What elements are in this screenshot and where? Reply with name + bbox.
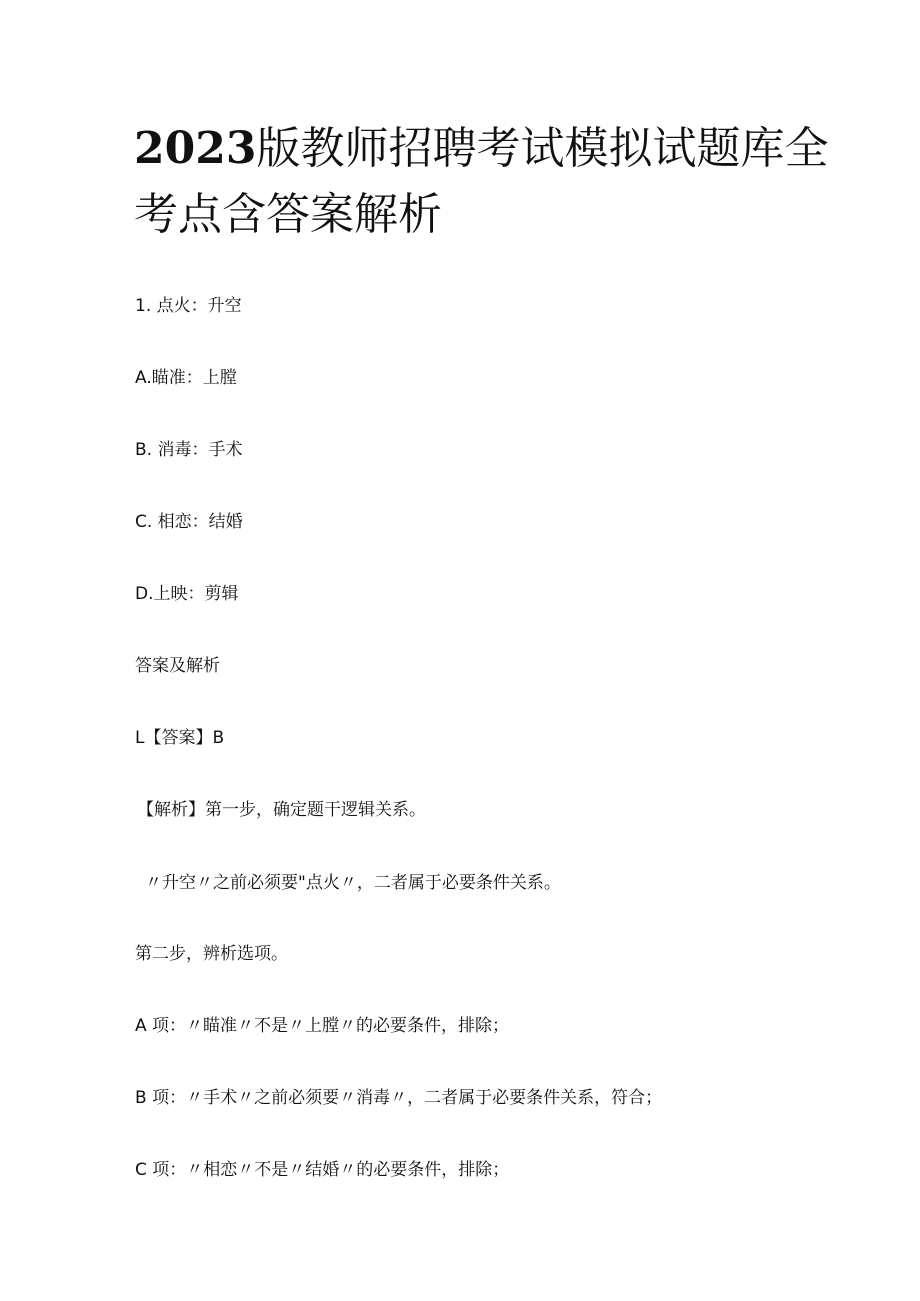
option-a: A.瞄准：上膛 bbox=[135, 368, 237, 388]
analysis-option-c: C 项：〃相恋〃不是〃结婚〃的必要条件，排除； bbox=[135, 1160, 510, 1180]
analysis-step-1: 【解析】第一步，确定题干逻辑关系。 bbox=[137, 800, 426, 820]
title-line-2: 考点含答案解析 bbox=[134, 189, 442, 240]
analysis-relation: 〃升空〃之前必须要"点火〃，二者属于必要条件关系。 bbox=[145, 873, 561, 893]
analysis-option-b: B 项：〃手术〃之前必须要〃消毒〃，二者属于必要条件关系，符合； bbox=[135, 1088, 663, 1108]
title-line-1-text: 版教师招聘考试模拟试题库全 bbox=[256, 123, 829, 174]
answer-line: L【答案】B bbox=[135, 728, 225, 748]
option-d: D.上映：剪辑 bbox=[135, 584, 239, 604]
option-b: B. 消毒：手术 bbox=[135, 440, 243, 460]
title-year: 2023 bbox=[134, 123, 257, 174]
analysis-step-2: 第二步，辨析选项。 bbox=[135, 944, 288, 964]
analysis-option-a: A 项：〃瞄准〃不是〃上膛〃的必要条件，排除； bbox=[135, 1016, 510, 1036]
document-title bbox=[134, 116, 829, 248]
option-c: C. 相恋：结婚 bbox=[135, 512, 243, 532]
answer-heading: 答案及解析 bbox=[135, 656, 220, 676]
title-line-1 bbox=[134, 116, 829, 182]
question-stem: 1. 点火：升空 bbox=[135, 296, 242, 316]
